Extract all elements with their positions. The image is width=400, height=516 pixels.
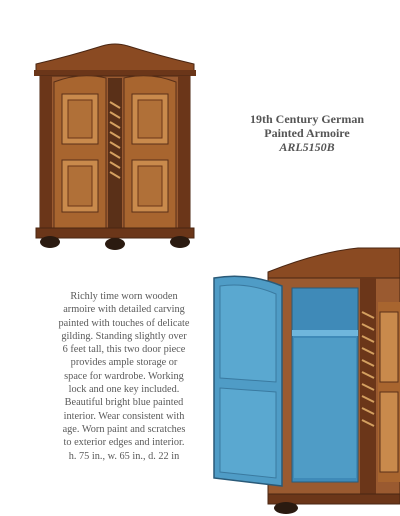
listing-title-block — [232, 112, 382, 154]
description-line: space for wardrobe. Working — [64, 370, 184, 382]
description-line: armoire with detailed carving — [63, 304, 185, 316]
listing-title-line1: 19th Century German — [250, 112, 364, 126]
listing-code: ARL5150B — [279, 140, 335, 154]
description-line: provides ample storage or — [70, 357, 178, 369]
description-line: Richly time worn wooden — [70, 291, 178, 302]
listing-title-line2: Painted Armoire — [264, 126, 350, 140]
description-line: gilding. Standing slightly over — [61, 330, 187, 342]
description-line: age. Worn paint and scratches — [62, 423, 186, 435]
description-line: interior. Wear consistent with — [63, 410, 185, 422]
description-line: lock and one key included. — [68, 384, 180, 396]
armoire-open-photo — [208, 242, 400, 516]
armoire-closed-photo — [30, 42, 200, 252]
description-line: 6 feet tall, this two door piece — [62, 344, 186, 356]
description-line: to exterior edges and interior. — [63, 437, 185, 449]
description-line: Beautiful bright blue painted — [64, 397, 184, 409]
description-line: h. 75 in., w. 65 in., d. 22 in — [68, 450, 180, 462]
listing-description — [44, 290, 204, 463]
description-line: painted with touches of delicate — [58, 317, 190, 329]
